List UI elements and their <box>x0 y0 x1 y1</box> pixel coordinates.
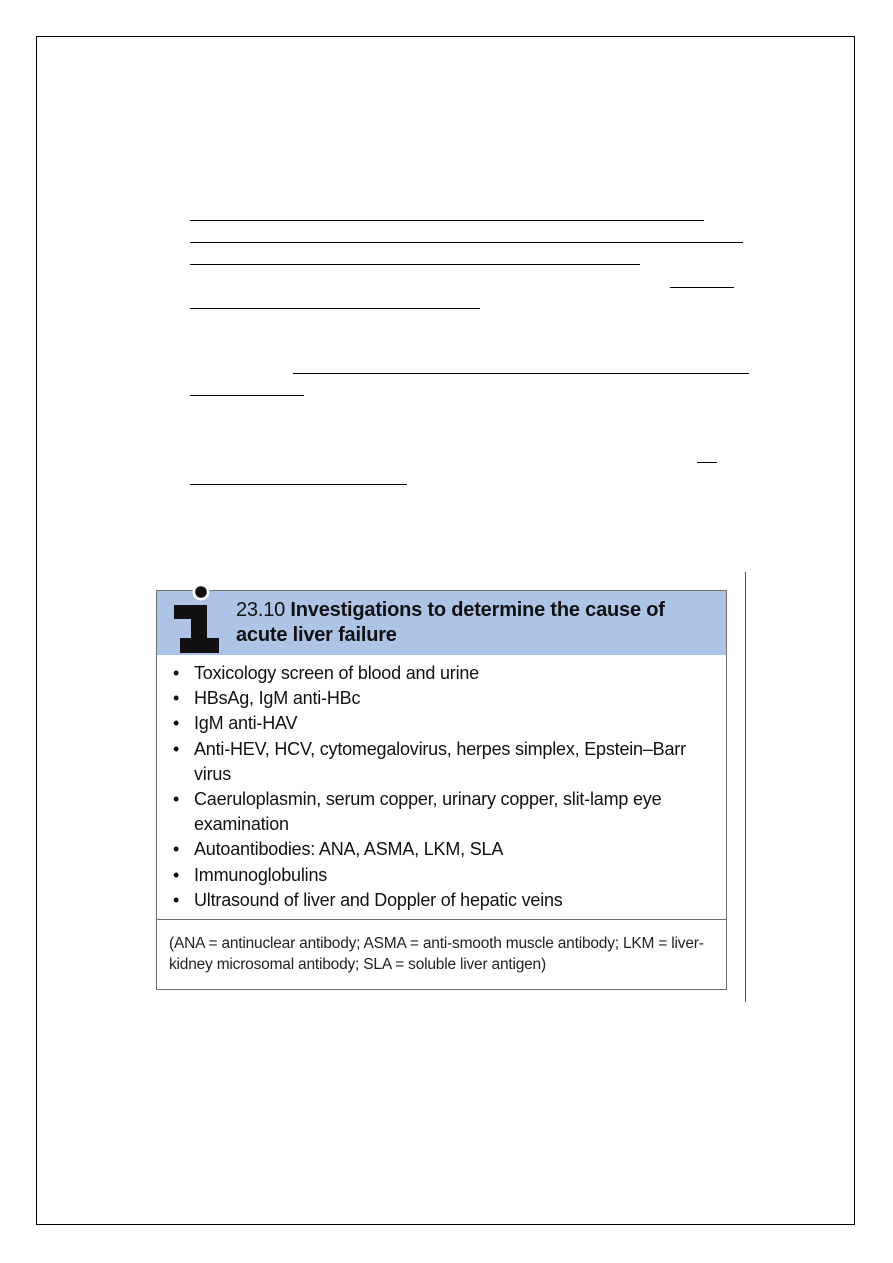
abbreviation-footnote: (ANA = antinuclear antibody; ASMA = anti-smooth muscle antibody; LKM = liver-kidney microsomal antibody; SLA = soluble liver antigen) <box>169 935 704 973</box>
underline-2 <box>190 242 743 243</box>
underline-4 <box>670 287 734 288</box>
info-box-header <box>157 591 726 655</box>
underline-6 <box>293 373 749 374</box>
info-box-number: 23.10 <box>236 599 286 621</box>
list-item <box>157 711 726 736</box>
investigation-list <box>157 661 726 913</box>
bullet: • <box>173 839 180 860</box>
underline-9 <box>190 484 407 485</box>
footnote-divider <box>157 919 726 920</box>
bullet: • <box>173 789 180 810</box>
list-item <box>157 888 726 913</box>
list-item <box>157 837 726 862</box>
list-item <box>157 863 726 888</box>
list-item-text: HBsAg, IgM anti-HBc <box>194 688 361 709</box>
underline-8 <box>697 462 717 463</box>
list-item-text: Autoantibodies: ANA, ASMA, LKM, SLA <box>194 839 504 860</box>
info-box-title-text: Investigations to determine the cause of acute liver failure <box>236 599 665 646</box>
bullet: • <box>173 889 180 910</box>
bullet: • <box>173 738 180 759</box>
list-item <box>157 737 726 787</box>
info-box <box>156 590 727 990</box>
list-item <box>157 686 726 711</box>
underline-1 <box>190 220 704 221</box>
list-item-text: Ultrasound of liver and Doppler of hepatic veins <box>194 889 563 910</box>
list-item-text: IgM anti-HAV <box>194 713 298 734</box>
info-box-title <box>236 598 716 648</box>
list-item-text: Immunoglobulins <box>194 864 328 885</box>
list-item-text: Toxicology screen of blood and urine <box>194 663 479 683</box>
list-item-text: Caeruloplasmin, serum copper, urinary copper, slit-lamp eye examination <box>194 789 662 835</box>
margin-rule <box>745 572 746 1002</box>
bullet: • <box>173 688 180 709</box>
list-item <box>157 661 726 686</box>
underline-5 <box>190 308 480 309</box>
list-item <box>157 787 726 837</box>
bullet: • <box>173 713 180 734</box>
bullet: • <box>173 663 180 683</box>
bullet: • <box>173 864 180 885</box>
underline-3 <box>190 264 640 265</box>
list-item-text: Anti-HEV, HCV, cytomegalovirus, herpes simplex, Epstein–Barr virus <box>194 738 686 784</box>
underline-7 <box>190 395 304 396</box>
info-icon <box>158 583 224 655</box>
